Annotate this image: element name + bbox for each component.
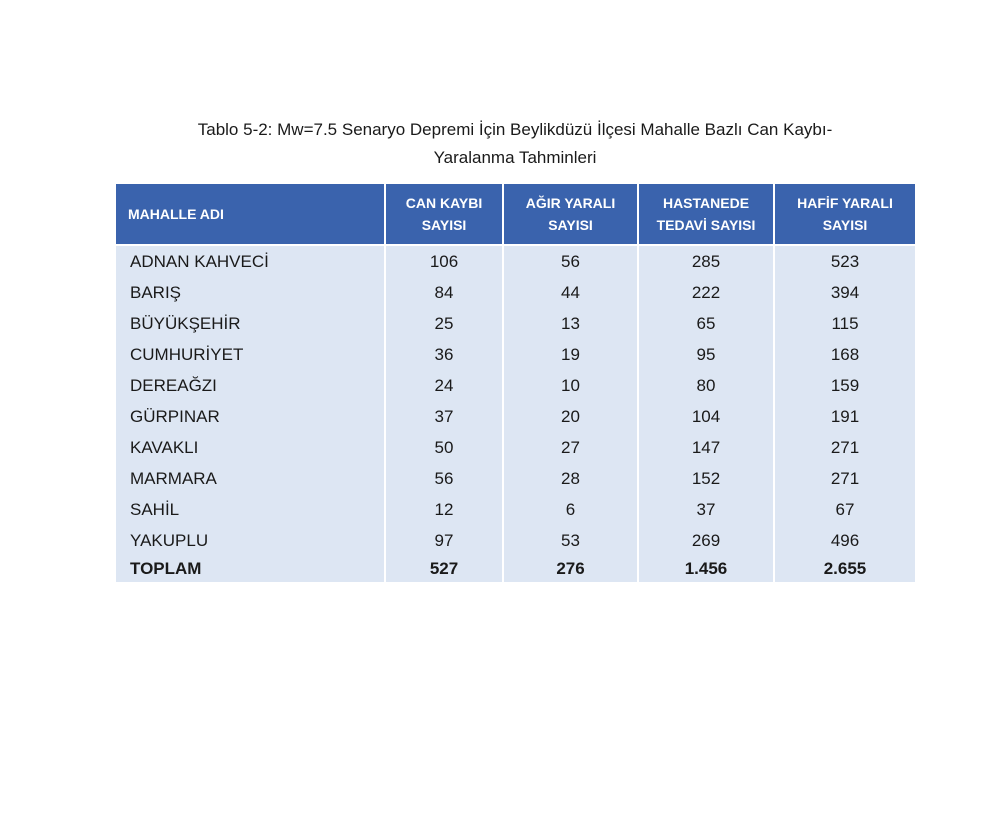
table-row [116, 432, 915, 463]
casualty-table [116, 184, 915, 582]
cell-hafif-yarali: 271 [775, 463, 915, 494]
cell-mahalle: BÜYÜKŞEHİR [116, 308, 386, 339]
table-row [116, 277, 915, 308]
cell-hafif-yarali: 67 [775, 494, 915, 525]
cell-can-kaybi: 97 [386, 525, 504, 556]
cell-agir-yarali: 6 [504, 494, 639, 525]
header-hastanede-tedavi: HASTANEDE TEDAVİ SAYISI [639, 184, 775, 246]
cell-hafif-yarali: 271 [775, 432, 915, 463]
table-row [116, 525, 915, 556]
cell-agir-yarali: 28 [504, 463, 639, 494]
cell-mahalle: GÜRPINAR [116, 401, 386, 432]
cell-can-kaybi: 106 [386, 246, 504, 277]
cell-agir-yarali: 10 [504, 370, 639, 401]
table-row [116, 308, 915, 339]
cell-hastanede-tedavi: 65 [639, 308, 775, 339]
cell-can-kaybi: 37 [386, 401, 504, 432]
cell-hastanede-tedavi: 104 [639, 401, 775, 432]
total-hafif-yarali: 2.655 [775, 556, 915, 582]
total-agir-yarali: 276 [504, 556, 639, 582]
cell-agir-yarali: 44 [504, 277, 639, 308]
cell-hafif-yarali: 159 [775, 370, 915, 401]
table-row [116, 246, 915, 277]
cell-hafif-yarali: 168 [775, 339, 915, 370]
table-caption [100, 116, 930, 172]
cell-can-kaybi: 25 [386, 308, 504, 339]
cell-hafif-yarali: 523 [775, 246, 915, 277]
cell-can-kaybi: 56 [386, 463, 504, 494]
cell-hafif-yarali: 496 [775, 525, 915, 556]
total-label: TOPLAM [116, 556, 386, 582]
cell-hastanede-tedavi: 285 [639, 246, 775, 277]
cell-mahalle: ADNAN KAHVECİ [116, 246, 386, 277]
caption-line-2: Yaralanma Tahminleri [433, 148, 597, 167]
cell-agir-yarali: 56 [504, 246, 639, 277]
cell-can-kaybi: 50 [386, 432, 504, 463]
header-mahalle-adi: MAHALLE ADI [116, 184, 386, 246]
cell-agir-yarali: 27 [504, 432, 639, 463]
cell-can-kaybi: 24 [386, 370, 504, 401]
table-row [116, 370, 915, 401]
total-row [116, 556, 915, 582]
table-row [116, 494, 915, 525]
cell-can-kaybi: 84 [386, 277, 504, 308]
cell-mahalle: BARIŞ [116, 277, 386, 308]
cell-can-kaybi: 12 [386, 494, 504, 525]
cell-mahalle: SAHİL [116, 494, 386, 525]
cell-hafif-yarali: 394 [775, 277, 915, 308]
cell-agir-yarali: 53 [504, 525, 639, 556]
cell-hastanede-tedavi: 95 [639, 339, 775, 370]
cell-hastanede-tedavi: 37 [639, 494, 775, 525]
cell-agir-yarali: 20 [504, 401, 639, 432]
cell-hastanede-tedavi: 269 [639, 525, 775, 556]
cell-mahalle: MARMARA [116, 463, 386, 494]
cell-mahalle: CUMHURİYET [116, 339, 386, 370]
cell-agir-yarali: 13 [504, 308, 639, 339]
caption-line-1: Tablo 5-2: Mw=7.5 Senaryo Depremi İçin Beylikdüzü İlçesi Mahalle Bazlı Can Kaybı- [197, 120, 833, 139]
cell-mahalle: YAKUPLU [116, 525, 386, 556]
cell-agir-yarali: 19 [504, 339, 639, 370]
table-header-row [116, 184, 915, 246]
header-can-kaybi: CAN KAYBI SAYISI [386, 184, 504, 246]
cell-can-kaybi: 36 [386, 339, 504, 370]
header-agir-yarali: AĞIR YARALI SAYISI [504, 184, 639, 246]
cell-hafif-yarali: 115 [775, 308, 915, 339]
total-can-kaybi: 527 [386, 556, 504, 582]
table-row [116, 401, 915, 432]
total-hastanede-tedavi: 1.456 [639, 556, 775, 582]
cell-mahalle: DEREAĞZI [116, 370, 386, 401]
cell-hafif-yarali: 191 [775, 401, 915, 432]
cell-hastanede-tedavi: 80 [639, 370, 775, 401]
header-hafif-yarali: HAFİF YARALI SAYISI [775, 184, 915, 246]
cell-hastanede-tedavi: 152 [639, 463, 775, 494]
cell-hastanede-tedavi: 147 [639, 432, 775, 463]
table-row [116, 339, 915, 370]
cell-hastanede-tedavi: 222 [639, 277, 775, 308]
table-row [116, 463, 915, 494]
cell-mahalle: KAVAKLI [116, 432, 386, 463]
